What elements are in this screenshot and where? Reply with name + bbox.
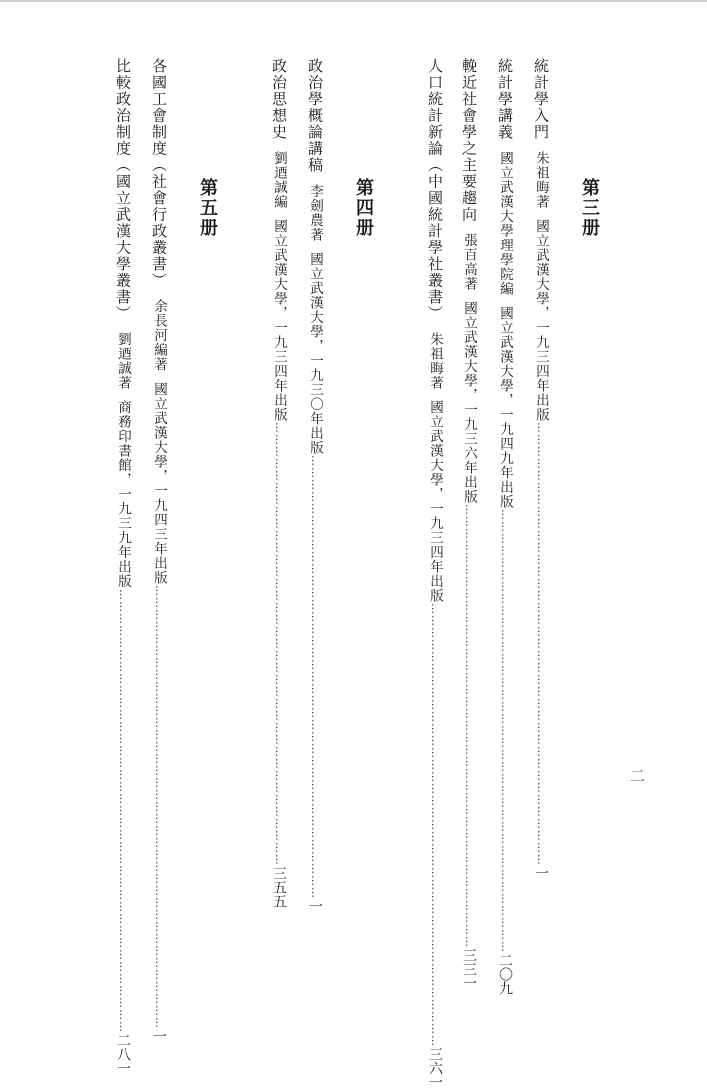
dot-leader: ………………………………………………………………………………………………… <box>535 421 548 866</box>
dot-leader: ………………………………………………………………………………………………… <box>463 504 476 948</box>
entry-title: 統計學講義 <box>496 58 514 141</box>
volume-heading-5: 第五册 <box>197 178 218 238</box>
toc-entry[interactable] <box>148 58 170 1043</box>
toc-entry[interactable] <box>494 58 516 995</box>
toc-entry[interactable] <box>424 58 446 1089</box>
entry-author: 國立武漢大學理學院編 <box>497 150 513 296</box>
dot-leader: ………………………………………………………………………………………………… <box>153 584 166 1029</box>
entry-publication: 國立武漢大學，一九三四年出版 <box>271 218 287 422</box>
toc-entry[interactable] <box>268 58 290 908</box>
toc-entry[interactable] <box>530 58 552 880</box>
entry-author: 朱祖晦著 <box>533 150 549 209</box>
entry-title: 各國工會制度（社會行政叢書） <box>150 58 168 289</box>
entry-page: 一 <box>151 1028 167 1043</box>
toc-entry[interactable] <box>304 58 326 913</box>
dot-leader: ………………………………………………………………………………………………… <box>273 421 286 866</box>
entry-author: 劉迺誠編 <box>271 150 287 209</box>
volume-heading-3: 第三册 <box>579 178 600 238</box>
dot-leader: ………………………………………………………………………………………………… <box>309 454 322 899</box>
entry-page: 三五五 <box>271 865 287 908</box>
entry-publication: 國立武漢大學，一九四三年出版 <box>151 381 167 585</box>
entry-author: 劉迺誠著 <box>115 332 131 390</box>
entry-publication: 國立武漢大學，一九四九年出版 <box>497 305 513 509</box>
entry-publication: 國立武漢大學，一九三四年出版 <box>427 400 443 603</box>
page-number: 二 <box>628 768 646 783</box>
entry-page: 三三一 <box>461 948 477 990</box>
entry-author: 朱祖晦著 <box>427 332 443 390</box>
entry-page: 三六一 <box>427 1047 443 1089</box>
entry-author: 余長河編著 <box>151 299 167 372</box>
entry-page: 一 <box>533 865 549 880</box>
toc-entry[interactable] <box>112 58 134 1075</box>
entry-page: 二〇九 <box>497 952 513 995</box>
entry-publication: 國立武漢大學，一九三〇年出版 <box>307 251 323 455</box>
toc-entry[interactable] <box>458 58 480 990</box>
entry-publication: 商務印書館，一九三九年出版 <box>115 400 131 589</box>
entry-author: 張百高著 <box>461 233 477 291</box>
entry-title: 輓近社會學之主要趨向 <box>460 58 478 223</box>
dot-leader: ………………………………………………………………………………………………… <box>429 603 442 1047</box>
entry-publication: 國立武漢大學，一九三四年出版 <box>533 218 549 422</box>
entry-publication: 國立武漢大學，一九三六年出版 <box>461 301 477 504</box>
entry-title: 政治學概論講稿 <box>306 58 324 174</box>
dot-leader: ………………………………………………………………………………………………… <box>499 508 512 953</box>
entry-title: 統計學入門 <box>532 58 550 141</box>
entry-page: 二八一 <box>115 1032 131 1075</box>
entry-author: 李劍農著 <box>307 183 323 242</box>
entry-title: 政治思想史 <box>270 58 288 141</box>
dot-leader: ………………………………………………………………………………………………… <box>117 588 130 1033</box>
entry-title: 人口統計新論（中國統計學社叢書） <box>426 58 444 322</box>
volume-heading-4: 第四册 <box>353 178 374 238</box>
top-rule <box>0 0 707 2</box>
entry-title: 比較政治制度（國立武漢大學叢書） <box>114 58 132 322</box>
entry-page: 一 <box>307 898 323 913</box>
